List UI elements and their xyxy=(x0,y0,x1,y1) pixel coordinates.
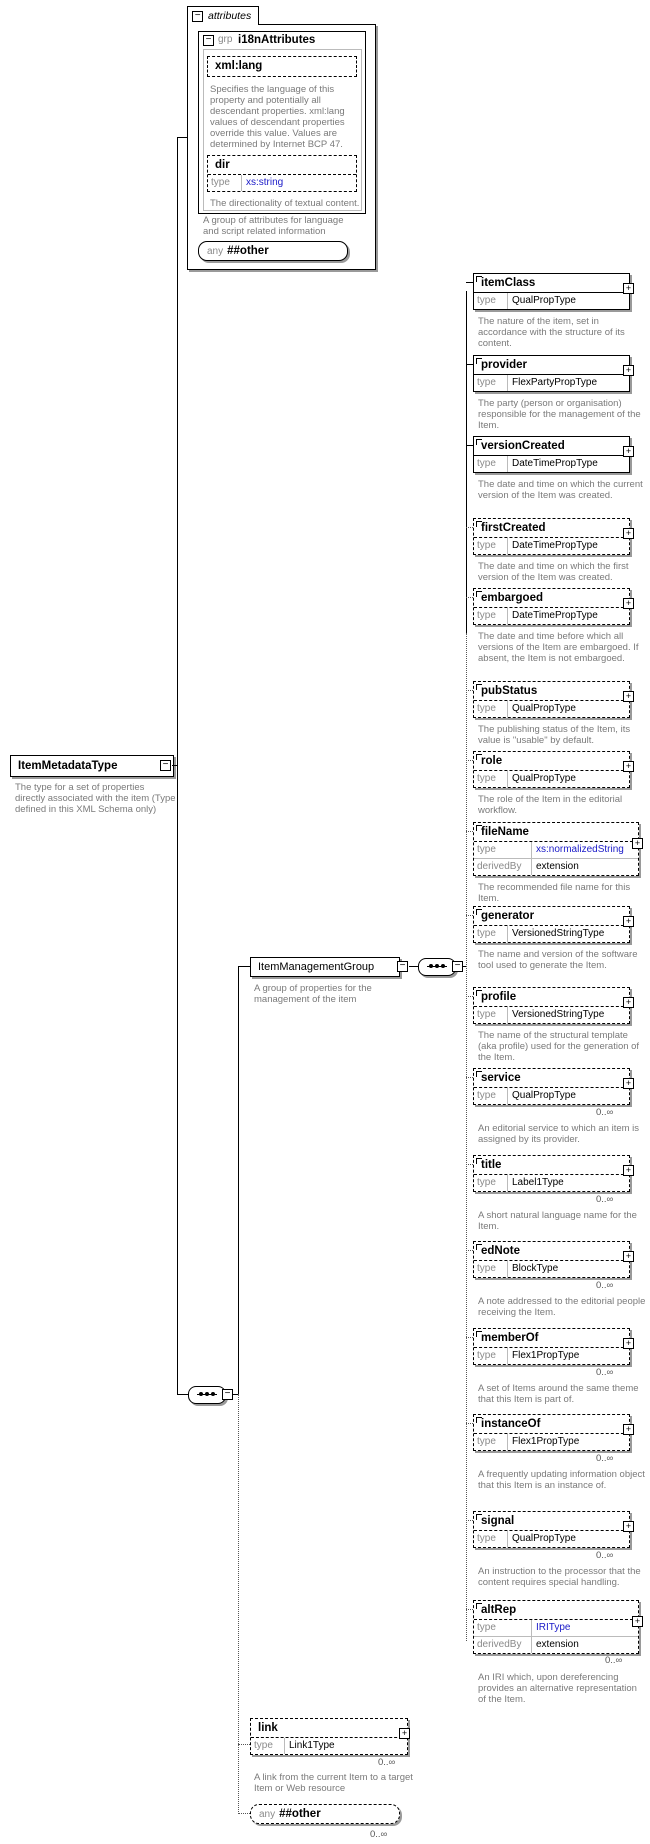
element-marker-icon xyxy=(476,591,482,597)
type-value: QualPropType xyxy=(512,295,576,306)
expand-icon[interactable]: + xyxy=(623,1251,634,1262)
element-marker-icon xyxy=(476,909,482,915)
attributes-title: attributes xyxy=(208,10,252,22)
element-box[interactable] xyxy=(473,1414,630,1451)
collapse-icon[interactable]: − xyxy=(452,961,463,972)
type-label: type xyxy=(474,1620,532,1636)
element-doc: An editorial service to which an item is assigned by its provider. xyxy=(478,1123,640,1145)
type-row xyxy=(474,1088,629,1104)
type-label: type xyxy=(474,1007,508,1023)
connector xyxy=(177,137,187,138)
cardinality: 0..∞ xyxy=(605,1655,623,1666)
element-box[interactable] xyxy=(473,1068,630,1105)
element-marker-icon xyxy=(476,521,482,527)
connector xyxy=(466,282,473,283)
item-management-group-box[interactable] xyxy=(250,957,400,977)
group-prefix: grp xyxy=(218,34,233,45)
expand-icon[interactable]: + xyxy=(632,1616,643,1627)
expand-icon[interactable]: + xyxy=(623,997,634,1008)
group-name: ItemManagementGroup xyxy=(258,961,375,973)
type-link[interactable]: IRIType xyxy=(536,1622,571,1633)
collapse-icon[interactable]: − xyxy=(203,35,214,46)
element-marker-icon xyxy=(476,990,482,996)
element-doc: The date and time before which all versions of the Item are embargoed. If absent, the Item is not embargoed. xyxy=(478,631,639,664)
expand-icon[interactable]: + xyxy=(632,838,643,849)
type-row xyxy=(474,1434,629,1450)
element-doc: The name of the structural template (aka profile) used for the generation of the Item. xyxy=(478,1030,640,1063)
element-marker-icon xyxy=(476,1158,482,1164)
element-doc: The recommended file name for this Item. xyxy=(478,882,631,904)
attribute-group-header xyxy=(198,31,364,49)
connector xyxy=(238,1744,250,1745)
type-label: type xyxy=(474,701,508,717)
element-name: role xyxy=(474,752,629,771)
element-doc: The role of the Item in the editorial workflow. xyxy=(478,794,623,816)
expand-icon[interactable]: + xyxy=(623,365,634,376)
type-value: FlexPartyPropType xyxy=(512,377,598,388)
type-row xyxy=(474,926,629,942)
type-row xyxy=(474,375,629,391)
expand-icon[interactable]: + xyxy=(623,691,634,702)
connector xyxy=(466,364,473,365)
element-box[interactable] xyxy=(473,355,630,392)
type-row xyxy=(474,842,638,858)
type-label: type xyxy=(474,456,508,472)
attr-name: dir xyxy=(208,156,356,175)
connector xyxy=(466,597,473,598)
connector xyxy=(466,1337,473,1338)
element-box[interactable] xyxy=(473,1328,630,1365)
element-doc: The publishing status of the Item, its value is "usable" by default. xyxy=(478,724,631,746)
any-wildcard[interactable] xyxy=(250,1804,400,1824)
connector xyxy=(177,137,178,1395)
type-row xyxy=(474,538,629,554)
type-link[interactable]: xs:normalizedString xyxy=(536,844,624,855)
element-doc: The name and version of the software tool used to generate the Item. xyxy=(478,949,638,971)
element-name: embargoed xyxy=(474,589,629,608)
element-doc: A short natural language name for the Item. xyxy=(478,1210,637,1232)
collapse-icon[interactable]: − xyxy=(222,1389,233,1400)
attr-dir[interactable] xyxy=(207,155,357,192)
root-type-name: ItemMetadataType xyxy=(18,760,118,772)
type-label: type xyxy=(474,1175,508,1191)
connector xyxy=(466,1077,473,1078)
type-row xyxy=(474,293,629,309)
type-row xyxy=(474,1261,629,1277)
attr-name: xml:lang xyxy=(215,60,263,72)
expand-icon[interactable]: + xyxy=(623,446,634,457)
any-label: any xyxy=(259,1809,276,1820)
type-value: QualPropType xyxy=(512,703,576,714)
type-row xyxy=(474,1348,629,1364)
type-label: type xyxy=(474,1531,508,1547)
connector xyxy=(238,966,250,967)
element-doc: A note addressed to the editorial people receiving the Item. xyxy=(478,1296,646,1318)
connector xyxy=(466,996,473,997)
expand-icon[interactable]: + xyxy=(399,1728,410,1739)
type-row xyxy=(251,1738,407,1754)
element-box[interactable] xyxy=(473,906,630,943)
derived-value: extension xyxy=(536,1639,579,1650)
root-type-box[interactable] xyxy=(10,755,174,777)
type-label: type xyxy=(474,608,508,624)
connector xyxy=(466,760,473,761)
element-marker-icon xyxy=(476,1071,482,1077)
type-label: type xyxy=(474,1434,508,1450)
derived-label: derivedBy xyxy=(474,1637,532,1653)
connector xyxy=(238,1394,239,1814)
expand-icon[interactable]: + xyxy=(623,1521,634,1532)
connector xyxy=(466,690,473,691)
connector xyxy=(466,633,467,1641)
element-name: service xyxy=(474,1069,629,1088)
type-value: QualPropType xyxy=(512,773,576,784)
type-value: Flex1PropType xyxy=(512,1436,580,1447)
type-value: BlockType xyxy=(512,1263,559,1274)
type-link[interactable]: xs:string xyxy=(246,177,284,188)
element-doc: The nature of the item, set in accordance with the structure of its content. xyxy=(478,316,625,349)
element-box[interactable] xyxy=(473,436,630,473)
element-doc: An instruction to the processor that the content requires special handling. xyxy=(478,1566,641,1588)
type-value: DateTimePropType xyxy=(512,458,598,469)
derived-value: extension xyxy=(536,861,579,872)
expand-icon[interactable]: + xyxy=(623,283,634,294)
derived-row xyxy=(474,1636,638,1653)
element-doc: A set of Items around the same theme that this Item is part of. xyxy=(478,1383,639,1405)
element-box[interactable] xyxy=(473,751,630,788)
cardinality: 0..∞ xyxy=(596,1280,614,1291)
cardinality: 0..∞ xyxy=(596,1367,614,1378)
element-box[interactable] xyxy=(473,273,630,310)
connector xyxy=(466,1423,473,1424)
element-name: itemClass xyxy=(474,274,629,293)
attribute-group-doc: A group of attributes for language and script related information xyxy=(203,215,344,237)
element-doc: The party (person or organisation) responsible for the management of the Item. xyxy=(478,398,641,431)
any-label: any xyxy=(207,246,224,257)
expand-icon[interactable]: + xyxy=(623,1165,634,1176)
type-row xyxy=(474,456,629,472)
type-row xyxy=(474,1531,629,1547)
expand-icon[interactable]: + xyxy=(623,598,634,609)
element-name: pubStatus xyxy=(474,682,629,701)
type-value: VersionedStringType xyxy=(512,928,605,939)
attr-xml-lang[interactable] xyxy=(207,56,357,77)
element-box[interactable] xyxy=(473,822,639,876)
group-name: i18nAttributes xyxy=(238,34,316,46)
connector xyxy=(466,445,473,446)
type-label: type xyxy=(208,175,242,191)
expand-icon[interactable]: + xyxy=(623,761,634,772)
cardinality: 0..∞ xyxy=(596,1194,614,1205)
type-label: type xyxy=(474,771,508,787)
attr-xml-lang-doc: Specifies the language of this property and potentially all descendant properties. xml:lang values of descendant properties override this value. Values are determined by Internet BCP 47. xyxy=(210,84,345,150)
type-label: type xyxy=(474,293,508,309)
type-label: type xyxy=(251,1738,285,1754)
connector xyxy=(238,966,239,1395)
attr-any-wildcard[interactable] xyxy=(198,241,348,261)
sequence-dot xyxy=(441,964,445,968)
element-name: signal xyxy=(474,1512,629,1531)
type-label: type xyxy=(474,842,532,858)
element-name: altRep xyxy=(474,1601,638,1620)
type-row xyxy=(474,1175,629,1191)
cardinality: 0..∞ xyxy=(370,1829,388,1840)
type-row xyxy=(474,701,629,717)
sequence-dot xyxy=(199,1392,203,1396)
cardinality: 0..∞ xyxy=(596,1550,614,1561)
cardinality: 0..∞ xyxy=(596,1107,614,1118)
attr-dir-doc: The directionality of textual content. xyxy=(210,198,360,209)
element-marker-icon xyxy=(476,439,482,445)
element-name: memberOf xyxy=(474,1329,629,1348)
element-name: link xyxy=(251,1719,407,1738)
element-doc: The date and time on which the first version of the Item was created. xyxy=(478,561,629,583)
element-name: versionCreated xyxy=(474,437,629,456)
sequence-dot xyxy=(205,1392,209,1396)
attributes-tab[interactable] xyxy=(187,6,259,25)
type-value: Link1Type xyxy=(289,1740,335,1751)
element-name: profile xyxy=(474,988,629,1007)
type-row xyxy=(474,1620,638,1636)
element-name: instanceOf xyxy=(474,1415,629,1434)
element-name: fileName xyxy=(474,823,638,842)
element-box[interactable] xyxy=(473,1600,639,1654)
connector xyxy=(466,527,473,528)
element-name: edNote xyxy=(474,1242,629,1261)
sequence-dot xyxy=(211,1392,215,1396)
element-marker-icon xyxy=(476,276,482,282)
type-row xyxy=(474,608,629,624)
element-link-doc: A link from the current Item to a target Item or Web resource xyxy=(254,1772,413,1794)
sequence-compositor[interactable] xyxy=(188,1386,226,1404)
element-marker-icon xyxy=(476,358,482,364)
connector xyxy=(466,915,473,916)
element-marker-icon xyxy=(476,1244,482,1250)
element-doc: A frequently updating information object that this Item is an instance of. xyxy=(478,1469,645,1491)
element-box[interactable] xyxy=(473,518,630,555)
type-value: VersionedStringType xyxy=(512,1009,605,1020)
type-row xyxy=(208,175,356,191)
element-box[interactable] xyxy=(473,588,630,625)
derived-label: derivedBy xyxy=(474,859,532,875)
type-label: type xyxy=(474,926,508,942)
element-link[interactable] xyxy=(250,1718,408,1755)
type-row xyxy=(474,1007,629,1023)
element-name: title xyxy=(474,1156,629,1175)
element-marker-icon xyxy=(476,754,482,760)
derived-row xyxy=(474,858,638,875)
type-label: type xyxy=(474,1088,508,1104)
element-name: provider xyxy=(474,356,629,375)
type-value: Label1Type xyxy=(512,1177,564,1188)
any-value: ##other xyxy=(227,245,269,257)
element-box[interactable] xyxy=(473,681,630,718)
element-box[interactable] xyxy=(473,1241,630,1278)
connector xyxy=(238,1813,250,1814)
connector xyxy=(466,1164,473,1165)
element-box[interactable] xyxy=(473,987,630,1024)
type-value: DateTimePropType xyxy=(512,610,598,621)
element-doc: An IRI which, upon dereferencing provides an alternative representation of the Item. xyxy=(478,1672,637,1705)
element-name: firstCreated xyxy=(474,519,629,538)
element-box[interactable] xyxy=(473,1511,630,1548)
any-value: ##other xyxy=(279,1808,321,1820)
type-value: QualPropType xyxy=(512,1090,576,1101)
expand-icon[interactable]: + xyxy=(623,528,634,539)
element-marker-icon xyxy=(476,684,482,690)
sequence-dot xyxy=(435,964,439,968)
type-value: DateTimePropType xyxy=(512,540,598,551)
element-marker-icon xyxy=(476,1417,482,1423)
connector xyxy=(466,1250,473,1251)
connector xyxy=(466,1609,473,1610)
sequence-dot xyxy=(429,964,433,968)
connector xyxy=(466,831,473,832)
element-marker-icon xyxy=(476,1514,482,1520)
type-value: QualPropType xyxy=(512,1533,576,1544)
cardinality: 0..∞ xyxy=(596,1453,614,1464)
connector xyxy=(466,291,467,633)
expand-icon[interactable]: + xyxy=(623,1424,634,1435)
element-name: generator xyxy=(474,907,629,926)
element-marker-icon xyxy=(476,825,482,831)
expand-icon[interactable]: + xyxy=(623,1078,634,1089)
element-box[interactable] xyxy=(473,1155,630,1192)
collapse-icon[interactable]: − xyxy=(160,760,171,771)
cardinality: 0..∞ xyxy=(378,1757,396,1768)
root-type-doc: The type for a set of properties directly associated with the item (Type defined in this XML Schema only) xyxy=(15,782,176,815)
collapse-icon[interactable]: − xyxy=(192,11,203,22)
item-management-group-doc: A group of properties for the management of the item xyxy=(254,983,372,1005)
expand-icon[interactable]: + xyxy=(623,916,634,927)
type-label: type xyxy=(474,1348,508,1364)
connector xyxy=(466,1520,473,1521)
type-label: type xyxy=(474,538,508,554)
type-label: type xyxy=(474,1261,508,1277)
element-marker-icon xyxy=(476,1331,482,1337)
element-marker-icon xyxy=(476,1603,482,1609)
collapse-icon[interactable]: − xyxy=(397,961,408,972)
type-value: Flex1PropType xyxy=(512,1350,580,1361)
type-row xyxy=(474,771,629,787)
type-label: type xyxy=(474,375,508,391)
element-doc: The date and time on which the current version of the Item was created. xyxy=(478,479,643,501)
expand-icon[interactable]: + xyxy=(623,1338,634,1349)
sequence-compositor[interactable] xyxy=(418,958,456,976)
